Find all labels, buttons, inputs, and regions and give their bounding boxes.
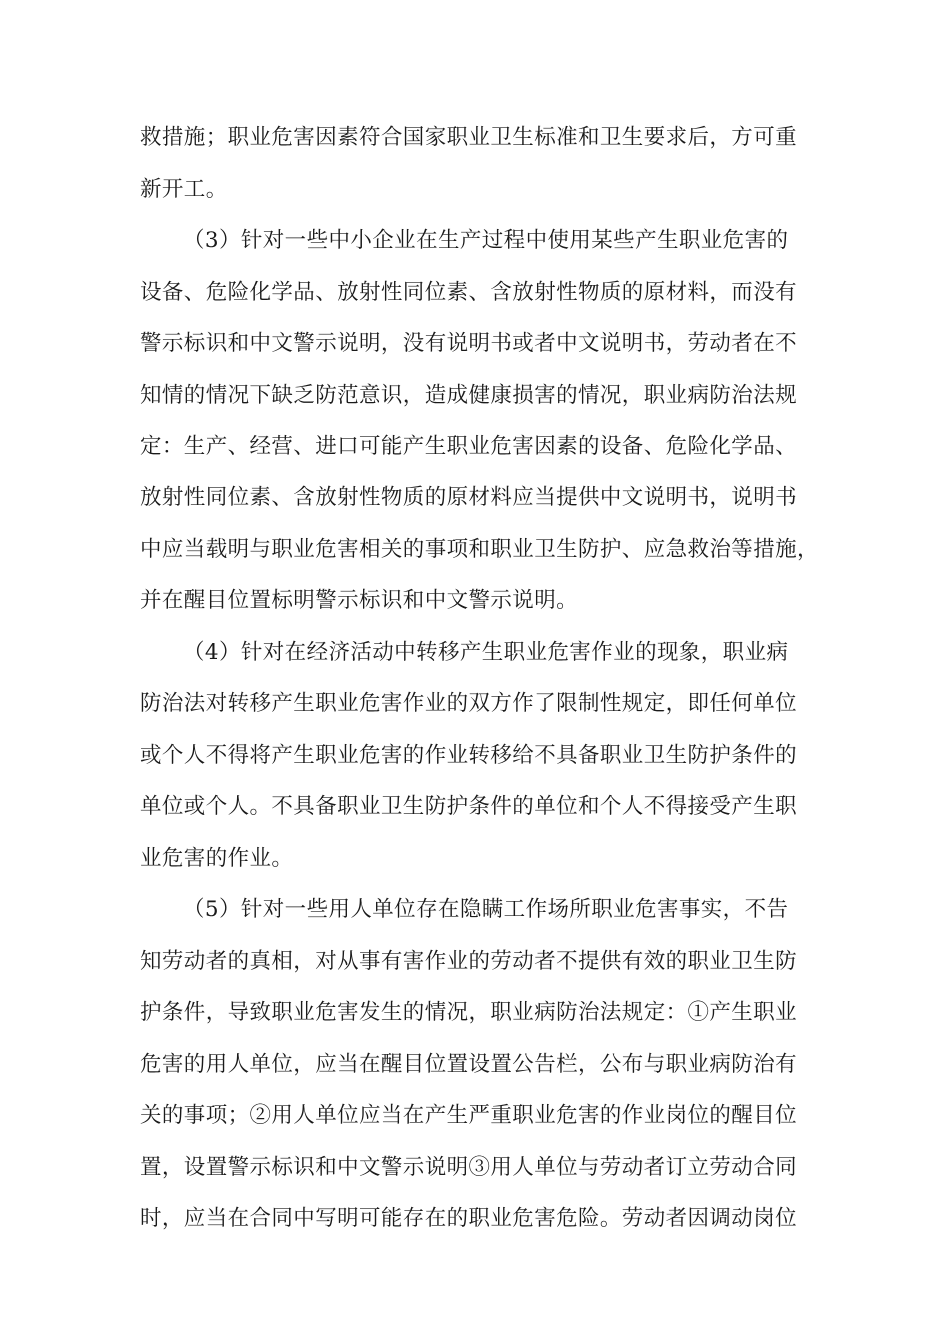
text-line: 定：生产、经营、进口可能产生职业危害因素的设备、危险化学品、: [140, 434, 798, 459]
text-line: 业危害的作业。: [140, 846, 294, 871]
text-line: 救措施；职业危害因素符合国家职业卫生标准和卫生要求后，方可重: [140, 125, 798, 150]
paragraph-3-first-line: （3）针对一些中小企业在生产过程中使用某些产生职业危害的: [183, 228, 789, 253]
text-line: 知情的情况下缺乏防范意识，造成健康损害的情况，职业病防治法规: [140, 383, 798, 408]
text-line: 警示标识和中文警示说明，没有说明书或者中文说明书，劳动者在不: [140, 331, 798, 356]
text-line: 时，应当在合同中写明可能存在的职业危害危险。劳动者因调动岗位: [140, 1206, 798, 1231]
text-line: 单位或个人。不具备职业卫生防护条件的单位和个人不得接受产生职: [140, 794, 798, 819]
text-line: 或个人不得将产生职业危害的作业转移给不具备职业卫生防护条件的: [140, 743, 798, 768]
text-line: 护条件，导致职业危害发生的情况，职业病防治法规定：①产生职业: [140, 1000, 798, 1025]
text-line: 新开工。: [140, 177, 228, 202]
text-line: 放射性同位素、含放射性物质的原材料应当提供中文说明书，说明书: [140, 485, 798, 510]
text-line: 危害的用人单位，应当在醒目位置设置公告栏，公布与职业病防治有: [140, 1052, 798, 1077]
text-line: 置，设置警示标识和中文警示说明③用人单位与劳动者订立劳动合同: [140, 1155, 798, 1180]
paragraph-5-first-line: （5）针对一些用人单位存在隐瞒工作场所职业危害事实，不告: [183, 897, 789, 922]
text-line: 防治法对转移产生职业危害作业的双方作了限制性规定，即任何单位: [140, 691, 798, 716]
text-line: 设备、危险化学品、放射性同位素、含放射性物质的原材料，而没有: [140, 280, 798, 305]
paragraph-4-first-line: （4）针对在经济活动中转移产生职业危害作业的现象，职业病: [183, 640, 789, 665]
text-line: 中应当载明与职业危害相关的事项和职业卫生防护、应急救治等措施，: [140, 537, 819, 562]
text-line: 关的事项；②用人单位应当在产生严重职业危害的作业岗位的醒目位: [140, 1103, 798, 1128]
text-line: 并在醒目位置标明警示标识和中文警示说明。: [140, 588, 579, 613]
text-line: 知劳动者的真相，对从事有害作业的劳动者不提供有效的职业卫生防: [140, 949, 798, 974]
